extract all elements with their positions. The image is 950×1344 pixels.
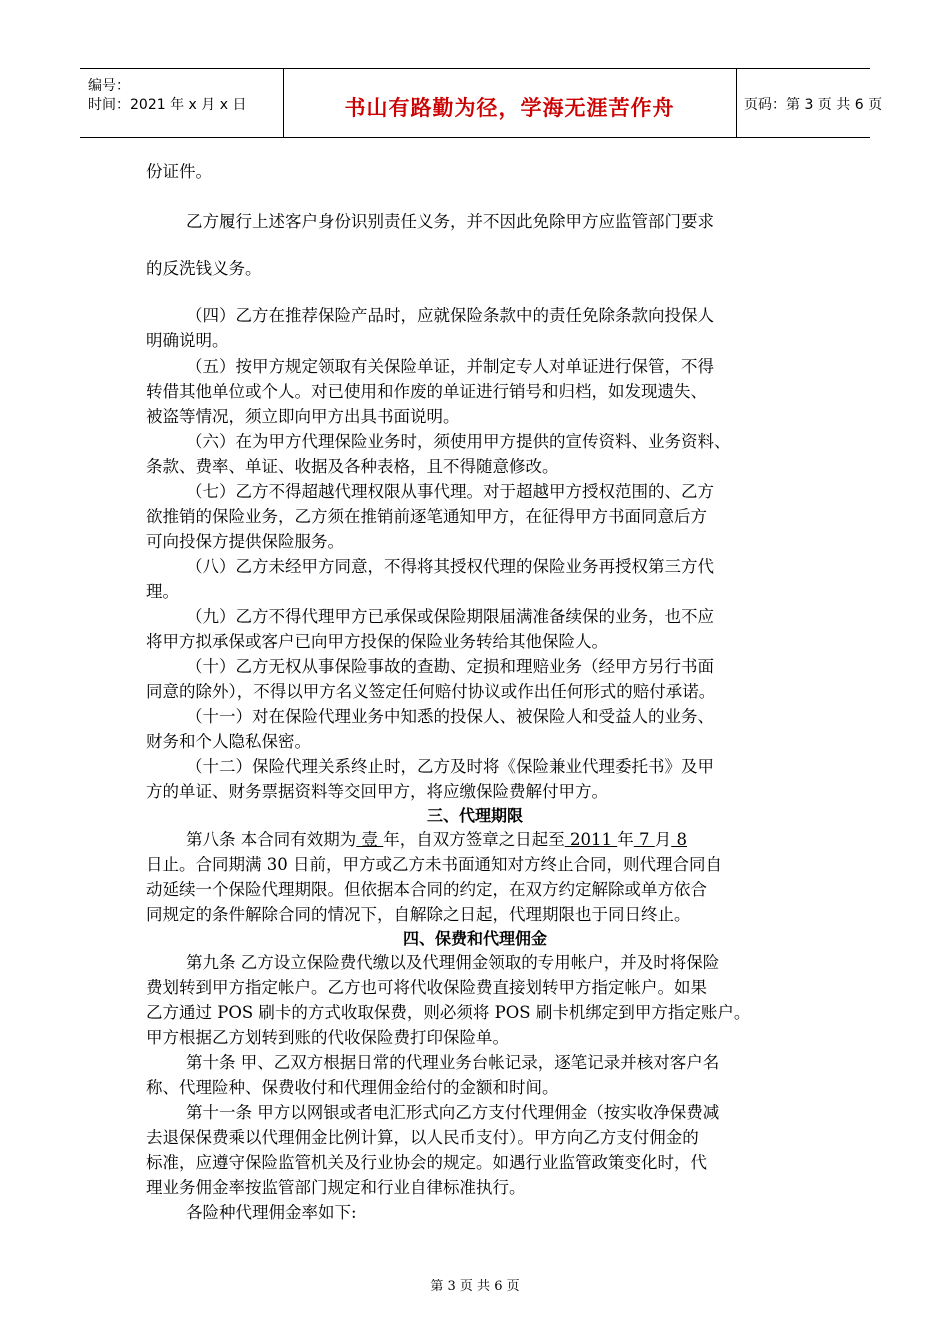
header-motto-cell [283,69,737,137]
text-line: （七）乙方不得超越代理权限从事代理。对于超越甲方授权范围的、乙方 [186,482,714,501]
text-line: 去退保保费乘以代理佣金比例计算，以人民币支付）。甲方向乙方支付佣金的 [146,1128,699,1147]
text-line: 份证件。 [146,162,212,181]
page-header [80,68,883,138]
text-line: 的反洗钱义务。 [146,259,262,278]
end-year-field: 2011 [564,830,618,849]
text-span: 月 [654,830,672,849]
text-line: 同规定的条件解除合同的情况下，自解除之日起，代理期限也于同日终止。 [146,905,691,924]
document-number-label: 编号： [88,78,130,94]
page-footer-number: 第 3 页 共 6 页 [430,1279,520,1294]
section-heading: 三、代理期限 [426,806,523,825]
text-line: （十）乙方无权从事保险事故的查勘、定损和理赔业务（经甲方另行书面 [186,657,714,676]
text-line: 理业务佣金率按监管部门规定和行业自律标准执行。 [146,1178,526,1197]
text-line: 乙方通过 POS 刷卡的方式收取保费，则必须将 POS 刷卡机绑定到甲方指定账户。 [146,1003,751,1022]
text-line: 各险种代理佣金率如下: [186,1203,357,1222]
text-line: 转借其他单位或个人。对已使用和作废的单证进行销号和归档，如发现遗失、 [146,382,707,401]
text-line: 理。 [146,582,179,601]
text-line: （四）乙方在推荐保险产品时，应就保险条款中的责任免除条款向投保人 [186,306,714,325]
text-span: 年 [617,830,634,849]
text-line: 将甲方拟承保或客户已向甲方投保的保险业务转给其他保险人。 [146,632,608,651]
text-line: 被盗等情况，须立即向甲方出具书面说明。 [146,407,460,426]
text-line: 费划转到甲方指定帐户。乙方也可将代收保险费直接划转甲方指定帐户。如果 [146,978,707,997]
text-line: 动延续一个保险代理期限。但依据本合同的约定，在双方约定解除或单方依合 [146,880,707,899]
header-page-cell [736,69,883,137]
header-page-number: 页码：第 3 页 共 6 页 [744,97,883,113]
header-meta-cell [80,69,284,137]
text-line: （八）乙方未经甲方同意，不得将其授权代理的保险业务再授权第三方代 [186,557,714,576]
text-span: 第八条 本合同有效期为 [186,830,357,849]
text-line: 甲方根据乙方划转到账的代收保险费打印保险单。 [146,1028,509,1047]
text-line: 标准，应遵守保险监管机关及行业协会的规定。如遇行业监管政策变化时，代 [146,1153,707,1172]
text-line: 第十条 甲、乙双方根据日常的代理业务台帐记录，逐笔记录并核对客户名 [186,1053,720,1072]
header-motto: 书山有路勤为径，学海无涯苦作舟 [344,96,675,120]
text-line: 第九条 乙方设立保险费代缴以及代理佣金领取的专用帐户，并及时将保险 [186,953,720,972]
text-line: 第十一条 甲方以网银或者电汇形式向乙方支付代理佣金（按实收净保费减 [186,1103,720,1122]
text-line: 明确说明。 [146,331,229,350]
text-line: （五）按甲方规定领取有关保险单证，并制定专人对单证进行保管，不得 [186,357,714,376]
text-line: 财务和个人隐私保密。 [146,732,311,751]
text-span: 年，自双方签章之日起至 [383,830,565,849]
text-line: 同意的除外），不得以甲方名义签定任何赔付协议或作出任何形式的赔付承诺。 [146,682,716,701]
text-line: （十二）保险代理关系终止时，乙方及时将《保险兼业代理委托书》及甲 [186,757,714,776]
text-line: 可向投保方提供保险服务。 [146,532,344,551]
section-heading: 四、保费和代理佣金 [402,929,547,948]
text-line: 日止。合同期满 30 日前，甲方或乙方未书面通知对方终止合同，则代理合同自 [146,855,722,874]
text-line: （十一）对在保险代理业务中知悉的投保人、被保险人和受益人的业务、 [186,707,714,726]
text-line: 称、代理险种、保费收付和代理佣金给付的金额和时间。 [146,1078,559,1097]
text-line: （九）乙方不得代理甲方已承保或保险期限届满准备续保的业务，也不应 [186,607,714,626]
contract-term-field: 壹 [356,830,384,849]
document-time-label: 时间：2021 年 x 月 x 日 [88,97,247,113]
text-line: 乙方履行上述客户身份识别责任义务，并不因此免除甲方应监管部门要求 [186,212,714,231]
end-day-field: 8 [671,830,687,849]
end-month-field: 7 [633,830,655,849]
text-line: 方的单证、财务票据资料等交回甲方，将应缴保险费解付甲方。 [146,782,608,801]
article-8-line [186,830,687,850]
text-line: （六）在为甲方代理保险业务时，须使用甲方提供的宣传资料、业务资料、 [186,432,731,451]
text-line: 欲推销的保险业务，乙方须在推销前逐笔通知甲方，在征得甲方书面同意后方 [146,507,707,526]
text-line: 条款、费率、单证、收据及各种表格，且不得随意修改。 [146,457,559,476]
